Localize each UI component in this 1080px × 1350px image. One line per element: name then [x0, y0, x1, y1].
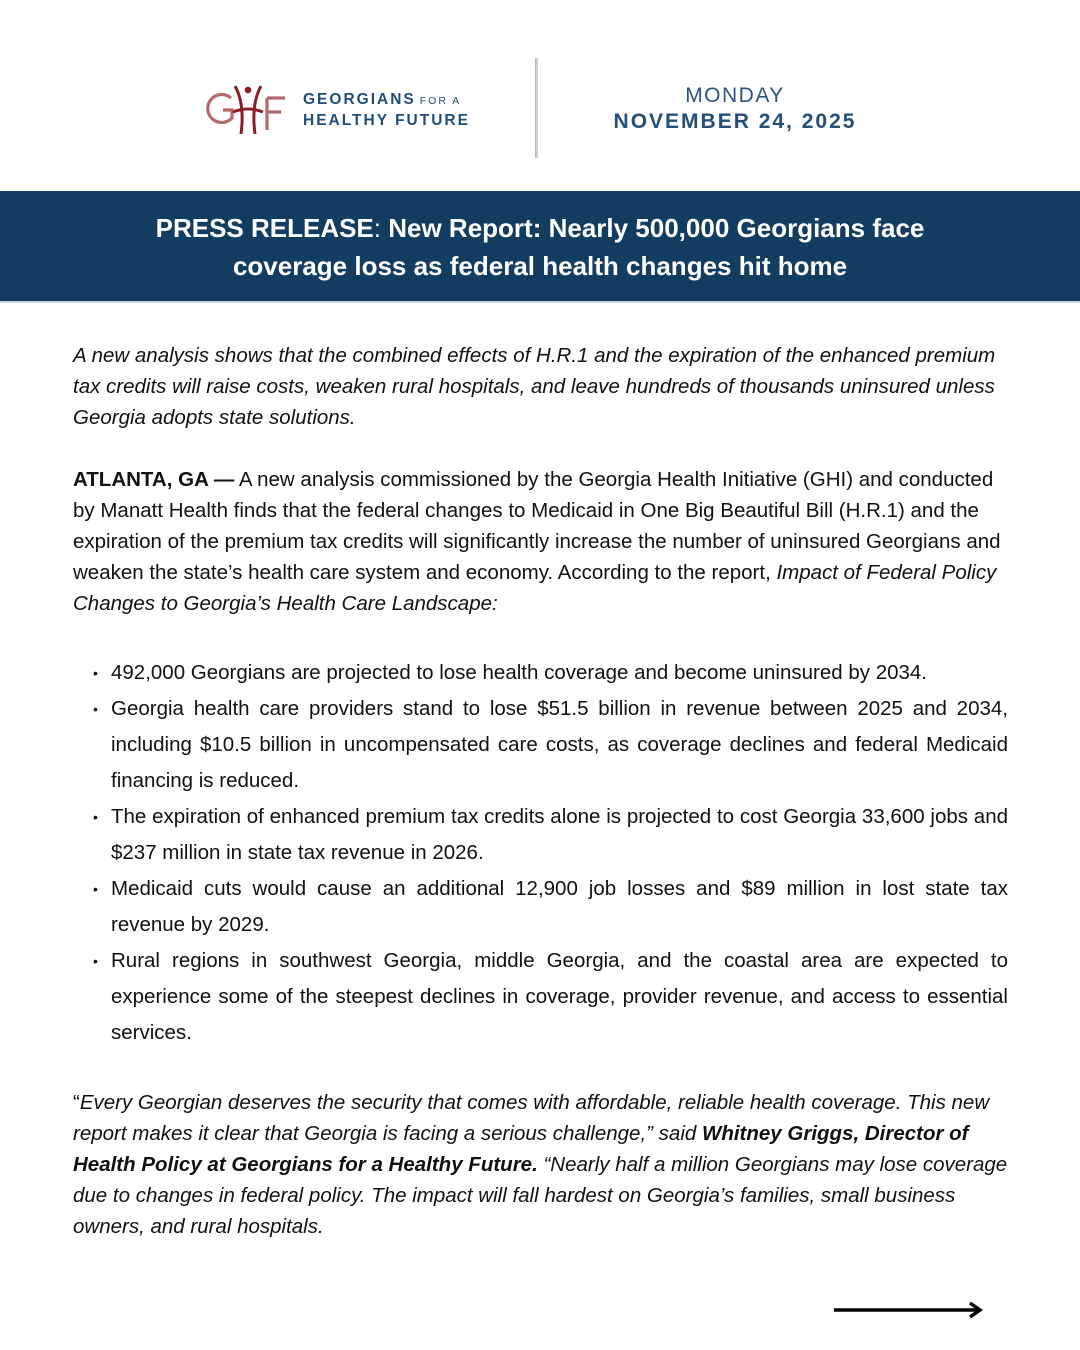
headline-separator: :: [373, 213, 382, 243]
header: [0, 0, 1080, 191]
ghf-logo-icon: [205, 82, 289, 138]
finding-item: • 492,000 Georgians are projected to lose health coverage and become uninsured by 2034.: [93, 655, 1008, 691]
finding-item: • Rural regions in southwest Georgia, middle Georgia, and the coastal area are expected to experience some of the steepest declines in coverage, provider revenue, and access to essential services.: [93, 943, 1008, 1051]
release-date: [595, 84, 875, 136]
headline-banner: [0, 191, 1080, 303]
lede-paragraph: A new analysis shows that the combined effects of H.R.1 and the expiration of the enhanced premium tax credits will raise costs, weaken rural hospitals, and leave hundreds of thousands uninsured unless Georgia adopts state solutions.: [73, 344, 996, 429]
body-paragraph: [73, 464, 1008, 619]
date-full: NOVEMBER 24, 2025: [613, 110, 857, 133]
quote-part1: Every Georgian deserves the security that comes with affordable, reliable health coverage. This new report makes it clear that Georgia is facing a serious challenge,” said: [73, 1091, 990, 1145]
report-title: Impact of Federal Policy Changes to Georgia’s Health Care Landscape:: [73, 561, 997, 615]
headline-line2: coverage loss as federal health changes hit home: [232, 251, 848, 281]
header-divider: [535, 58, 538, 158]
arrow-right-icon[interactable]: [834, 1300, 984, 1320]
quote-part2: “Nearly half a million Georgians may lose coverage due to changes in federal policy. The impact will fall hardest on Georgia’s families, small business owners, and rural hospitals.: [73, 1153, 1008, 1238]
article-body: [73, 340, 1008, 1242]
logo-line1-small: FOR A: [419, 94, 462, 107]
dateline: ATLANTA, GA —: [73, 468, 235, 491]
headline-line1: [0, 209, 1080, 247]
headline-title-part1: New Report: Nearly 500,000 Georgians face: [381, 213, 925, 243]
date-day: MONDAY: [685, 84, 785, 107]
logo-line2: HEALTHY FUTURE: [303, 111, 470, 129]
body-text: A new analysis commissioned by the Georgia Health Initiative (GHI) and conducted by Manatt Health finds that the federal changes to Medicaid in One Big Beautiful Bill (H.R.1) and the expiration of the premium tax credits will significantly increase the number of uninsured Georgians and weaken the state’s health care system and economy. According to the report,: [73, 468, 1001, 584]
finding-item: • Medicaid cuts would cause an additional 12,900 job losses and $89 million in lost state tax revenue by 2029.: [93, 871, 1008, 943]
logo-line1: GEORGIANS: [303, 90, 416, 108]
findings-list: [93, 655, 1008, 1051]
quote-open-mark: “: [73, 1091, 80, 1114]
organization-name: [303, 90, 470, 131]
finding-item: • The expiration of enhanced premium tax credits alone is projected to cost Georgia 33,600 jobs and $237 million in state tax revenue in 2026.: [93, 799, 1008, 871]
quote-paragraph: [73, 1087, 1008, 1242]
press-release-label: PRESS RELEASE: [155, 213, 374, 243]
finding-item: • Georgia health care providers stand to lose $51.5 billion in revenue between 2025 and 2034, including $10.5 billion in uncompensated care costs, as coverage declines and federal Medicaid financing is reduced.: [93, 691, 1008, 799]
organization-logo: [205, 82, 470, 138]
quote-speaker: Whitney Griggs, Director of Health Policy at Georgians for a Healthy Future.: [73, 1122, 969, 1176]
